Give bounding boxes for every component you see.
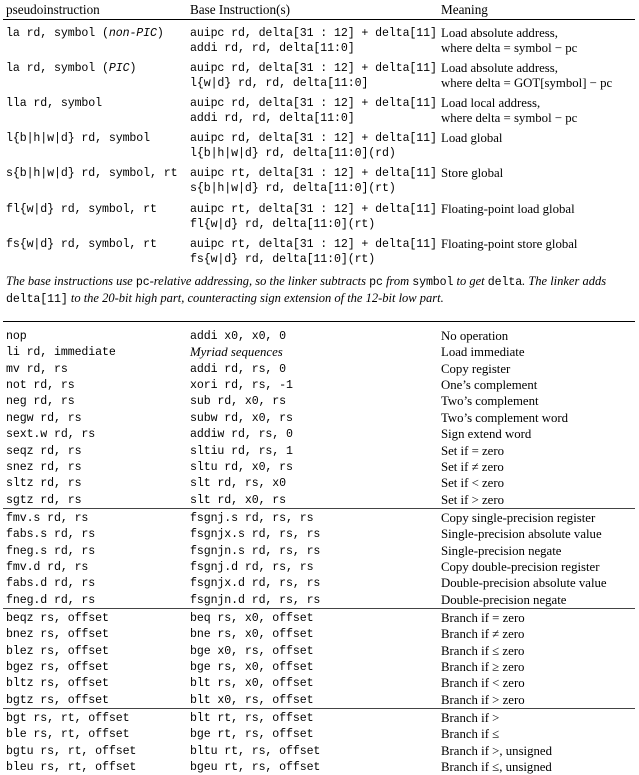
base-cell: bltu rt, rs, offset bbox=[190, 744, 321, 758]
note-code: delta bbox=[487, 276, 523, 289]
pseudo-cell: bgt rs, rt, offset bbox=[6, 712, 130, 726]
meaning-line: Floating-point store global bbox=[441, 237, 578, 251]
base-cell: subw rd, x0, rs bbox=[190, 411, 293, 425]
meaning-line: where delta = GOT[symbol] − pc bbox=[441, 76, 613, 90]
base-cell: fsgnjn.s rd, rs, rs bbox=[190, 544, 321, 558]
pseudo-cell: not rd, rs bbox=[6, 379, 75, 393]
base-cell: bne rs, x0, offset bbox=[190, 628, 314, 642]
meaning-cell: Single-precision absolute value bbox=[441, 527, 602, 542]
pseudo-text: la rd, symbol bbox=[6, 62, 96, 75]
meaning-cell: Branch if > zero bbox=[441, 692, 525, 707]
base-cell: blt rs, x0, offset bbox=[190, 677, 314, 691]
pseudo-cell: mv rd, rs bbox=[6, 362, 68, 376]
base-cell: bge rt, rs, offset bbox=[190, 728, 314, 742]
base-cell: blt x0, rs, offset bbox=[190, 693, 314, 707]
base-line: auipc rt, delta[31 : 12] + delta[11] bbox=[190, 167, 437, 180]
pseudo-cell: fneg.d rd, rs bbox=[6, 593, 96, 607]
group-rule bbox=[3, 708, 635, 709]
meaning-cell bbox=[441, 26, 577, 56]
meaning-cell: Branch if ≤ bbox=[441, 727, 500, 742]
meaning-cell: Sign extend word bbox=[441, 427, 532, 442]
meaning-cell: Branch if >, unsigned bbox=[441, 743, 552, 758]
pseudo-cell: li rd, immediate bbox=[6, 346, 116, 360]
base-cell: xori rd, rs, -1 bbox=[190, 379, 293, 393]
meaning-cell: Copy single-precision register bbox=[441, 510, 596, 525]
base-cell: sltiu rd, rs, 1 bbox=[190, 444, 293, 458]
base-cell: blt rt, rs, offset bbox=[190, 712, 314, 726]
pseudo-note: PIC bbox=[108, 62, 130, 75]
base-cell: beq rs, x0, offset bbox=[190, 612, 314, 625]
base-cell: fsgnjx.d rd, rs, rs bbox=[190, 577, 321, 591]
base-cell: fsgnj.s rd, rs, rs bbox=[190, 511, 314, 525]
meaning-line: Load global bbox=[441, 131, 503, 145]
pseudo-text: la rd, symbol bbox=[6, 27, 96, 40]
base-line: addi rd, rd, delta[11:0] bbox=[190, 42, 355, 55]
note-text: . The linker adds bbox=[522, 274, 607, 288]
meaning-cell: Load immediate bbox=[441, 345, 525, 360]
note-text: from bbox=[382, 274, 413, 288]
base-line: auipc rd, delta[31 : 12] + delta[11] bbox=[190, 27, 437, 40]
pseudo-cell: bgtu rs, rt, offset bbox=[6, 744, 137, 758]
pseudo-cell: bleu rs, rt, offset bbox=[6, 761, 137, 775]
base-cell: addi rd, rs, 0 bbox=[190, 362, 287, 376]
pseudo-cell: sltz rd, rs bbox=[6, 477, 82, 491]
pseudo-cell: seqz rd, rs bbox=[6, 444, 82, 458]
pseudo-cell: la rd, symbol (PIC) bbox=[6, 62, 137, 75]
note-code: pc bbox=[369, 276, 383, 289]
meaning-cell bbox=[441, 61, 612, 91]
group-rule bbox=[3, 508, 635, 509]
base-cell bbox=[190, 96, 437, 126]
pseudo-cell bbox=[6, 96, 102, 111]
column-header-base-instructions: Base Instruction(s) bbox=[190, 2, 290, 17]
pseudo-cell: bgez rs, offset bbox=[6, 661, 109, 674]
meaning-line: where delta = symbol − pc bbox=[441, 111, 578, 125]
meaning-cell bbox=[441, 166, 503, 181]
meaning-line: Load absolute address, bbox=[441, 26, 558, 40]
base-line: auipc rt, delta[31 : 12] + delta[11] bbox=[190, 238, 437, 251]
meaning-cell: Double-precision negate bbox=[441, 592, 567, 607]
pseudo-cell: sext.w rd, rs bbox=[6, 428, 96, 442]
pseudo-cell: la rd, symbol (non-PIC) bbox=[6, 27, 164, 40]
pseudo-cell bbox=[6, 202, 157, 217]
base-line: s{b|h|w|d} rd, delta[11:0](rt) bbox=[190, 182, 396, 195]
base-cell bbox=[190, 61, 437, 91]
pseudo-cell: neg rd, rs bbox=[6, 395, 75, 409]
meaning-line: Floating-point load global bbox=[441, 202, 575, 216]
pseudo-cell: negw rd, rs bbox=[6, 411, 82, 425]
meaning-line: Load local address, bbox=[441, 96, 541, 110]
note-code: delta[11] bbox=[6, 292, 68, 306]
pseudo-cell: fneg.s rd, rs bbox=[6, 544, 96, 558]
base-cell: bge x0, rs, offset bbox=[190, 644, 314, 658]
base-line: auipc rd, delta[31 : 12] + delta[11] bbox=[190, 97, 437, 110]
meaning-cell: Double-precision absolute value bbox=[441, 576, 607, 591]
meaning-cell: Set if = zero bbox=[441, 443, 505, 458]
base-cell: bge rs, x0, offset bbox=[190, 661, 314, 674]
column-header-pseudoinstruction: pseudoinstruction bbox=[6, 2, 100, 17]
table-note bbox=[6, 274, 634, 307]
note-code: symbol bbox=[412, 276, 454, 289]
pseudo-cell: bgtz rs, offset bbox=[6, 693, 109, 707]
pseudo-cell: fabs.d rd, rs bbox=[6, 577, 96, 591]
meaning-cell bbox=[441, 131, 502, 146]
base-cell: fsgnj.d rd, rs, rs bbox=[190, 560, 314, 574]
base-line: addi rd, rd, delta[11:0] bbox=[190, 112, 355, 125]
base-cell bbox=[190, 166, 437, 196]
pseudo-text: fs{w|d} rd, symbol, rt bbox=[6, 238, 157, 251]
base-line: auipc rd, delta[31 : 12] + delta[11] bbox=[190, 132, 437, 145]
note-text: -relative addressing, so the linker subtracts bbox=[149, 274, 370, 288]
base-cell: addiw rd, rs, 0 bbox=[190, 428, 293, 442]
meaning-cell: Branch if < zero bbox=[441, 676, 525, 691]
base-line: fs{w|d} rd, delta[11:0](rt) bbox=[190, 253, 376, 266]
pseudo-cell: fabs.s rd, rs bbox=[6, 528, 96, 542]
pseudo-text: fl{w|d} rd, symbol, rt bbox=[6, 203, 157, 216]
pseudo-text: s{b|h|w|d} rd, symbol, rt bbox=[6, 167, 178, 180]
meaning-cell bbox=[441, 237, 578, 252]
meaning-cell: Branch if = zero bbox=[441, 611, 525, 625]
meaning-line: Store global bbox=[441, 166, 504, 180]
meaning-cell: No operation bbox=[441, 329, 509, 343]
note-code: pc bbox=[135, 276, 150, 289]
base-cell bbox=[190, 131, 437, 161]
meaning-line: where delta = symbol − pc bbox=[441, 41, 578, 55]
header-rule bbox=[3, 19, 635, 20]
pseudo-text: l{b|h|w|d} rd, symbol bbox=[6, 132, 151, 145]
pseudo-cell: ble rs, rt, offset bbox=[6, 728, 130, 742]
base-cell: slt rd, rs, x0 bbox=[190, 477, 287, 491]
meaning-cell: Single-precision negate bbox=[441, 543, 562, 558]
base-cell: sltu rd, x0, rs bbox=[190, 460, 293, 474]
meaning-cell: Two’s complement bbox=[441, 394, 539, 409]
pseudo-cell: sgtz rd, rs bbox=[6, 493, 82, 507]
meaning-cell: Branch if > bbox=[441, 711, 500, 726]
group-rule bbox=[3, 608, 635, 609]
meaning-cell: Copy double-precision register bbox=[441, 559, 600, 574]
pseudo-cell bbox=[6, 131, 150, 146]
note-text: The base instructions use bbox=[6, 274, 136, 288]
base-cell: fsgnjn.d rd, rs, rs bbox=[190, 593, 321, 607]
base-cell bbox=[190, 237, 437, 267]
meaning-cell bbox=[441, 96, 577, 126]
section-rule bbox=[3, 321, 635, 322]
pseudo-cell: bltz rs, offset bbox=[6, 677, 109, 691]
pseudo-cell: blez rs, offset bbox=[6, 644, 109, 658]
pseudo-cell: bnez rs, offset bbox=[6, 628, 109, 642]
note-text: to get bbox=[453, 274, 488, 288]
meaning-cell: Branch if ≠ zero bbox=[441, 627, 525, 642]
pseudo-cell: fmv.s rd, rs bbox=[6, 511, 89, 525]
meaning-cell: One’s complement bbox=[441, 378, 538, 393]
note-text: to the 20-bit high part, counteracting sign extension of the 12-bit low part. bbox=[67, 290, 444, 305]
base-cell: bgeu rt, rs, offset bbox=[190, 761, 321, 775]
base-line: auipc rd, delta[31 : 12] + delta[11] bbox=[190, 62, 437, 75]
base-cell: sub rd, x0, rs bbox=[190, 395, 287, 409]
pseudo-cell: nop bbox=[6, 330, 27, 343]
base-line: fl{w|d} rd, delta[11:0](rt) bbox=[190, 218, 376, 231]
meaning-cell bbox=[441, 202, 575, 217]
pseudo-cell: fmv.d rd, rs bbox=[6, 560, 89, 574]
meaning-cell: Set if < zero bbox=[441, 476, 505, 491]
base-cell bbox=[190, 202, 437, 232]
meaning-cell: Copy register bbox=[441, 361, 511, 376]
pseudo-text: lla rd, symbol bbox=[6, 97, 103, 110]
base-cell bbox=[190, 26, 437, 56]
base-cell: Myriad sequences bbox=[190, 345, 283, 360]
meaning-cell: Branch if ≤, unsigned bbox=[441, 760, 552, 775]
meaning-cell: Set if ≠ zero bbox=[441, 459, 504, 474]
base-line: l{b|h|w|d} rd, delta[11:0](rd) bbox=[190, 147, 396, 160]
meaning-cell: Branch if ≤ zero bbox=[441, 643, 525, 658]
meaning-cell: Two’s complement word bbox=[441, 410, 569, 425]
meaning-cell: Set if > zero bbox=[441, 492, 505, 507]
base-cell: fsgnjx.s rd, rs, rs bbox=[190, 528, 321, 542]
base-cell: slt rd, x0, rs bbox=[190, 493, 287, 507]
pseudo-cell: beqz rs, offset bbox=[6, 612, 109, 625]
base-line: auipc rt, delta[31 : 12] + delta[11] bbox=[190, 203, 437, 216]
column-header-meaning: Meaning bbox=[441, 2, 488, 17]
pseudo-cell bbox=[6, 166, 177, 181]
pseudo-cell: snez rd, rs bbox=[6, 460, 82, 474]
meaning-cell: Branch if ≥ zero bbox=[441, 660, 525, 674]
pseudo-cell bbox=[6, 237, 157, 252]
pseudo-note: non-PIC bbox=[108, 27, 157, 40]
base-line: l{w|d} rd, rd, delta[11:0] bbox=[190, 77, 369, 90]
meaning-line: Load absolute address, bbox=[441, 61, 558, 75]
base-cell: addi x0, x0, 0 bbox=[190, 330, 287, 343]
